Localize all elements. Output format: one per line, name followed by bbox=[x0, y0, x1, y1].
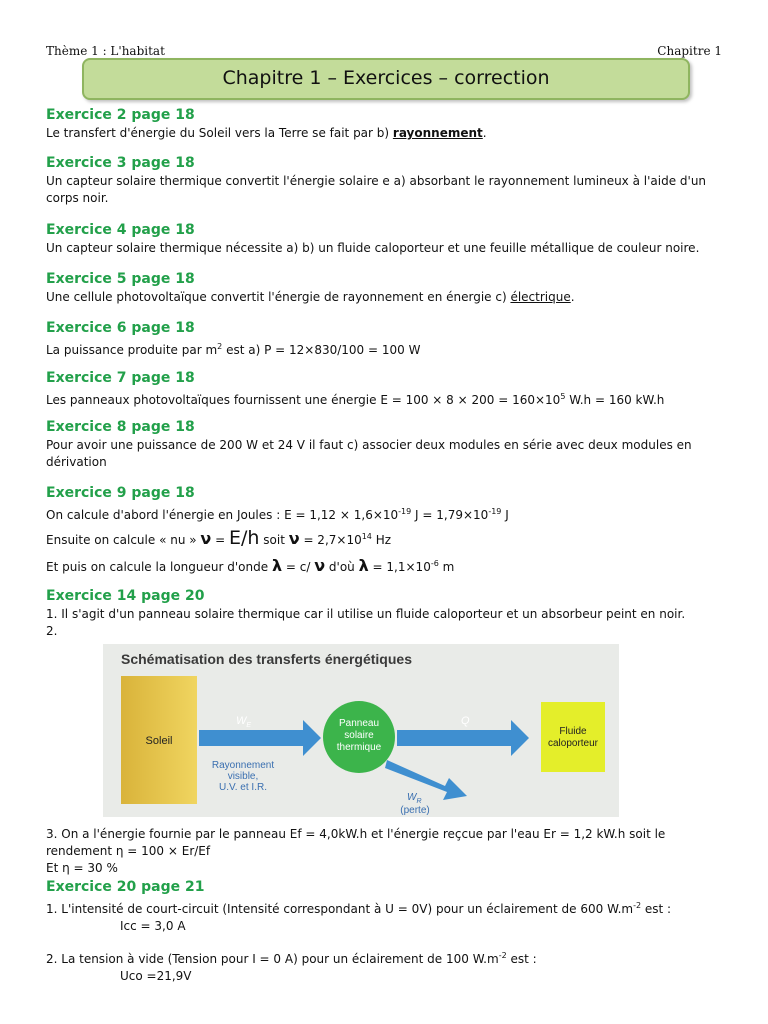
exercise-heading: Exercice 20 page 21 bbox=[46, 879, 205, 895]
svg-text:WR bbox=[407, 792, 422, 805]
exercise-14-continued bbox=[46, 826, 726, 877]
exercise-line: 1. L'intensité de court-circuit (Intensité correspondant à U = 0V) pour un éclairement de 600 $W.m^{-2}$ est : bbox=[46, 901, 672, 916]
answer-highlight: rayonnement bbox=[392, 126, 483, 140]
exercise-3 bbox=[46, 155, 726, 207]
exercise-line: Et η = 30 % bbox=[46, 861, 118, 875]
exercise-2 bbox=[46, 107, 726, 142]
arrow-right-icon bbox=[199, 720, 321, 756]
exercise-text: Pour avoir une puissance de 200 W et 24 V il faut c) associer deux modules en série avec deux modules en dérivation bbox=[46, 438, 692, 469]
diagram-title: Schématisation des transferts énergétiques bbox=[121, 651, 412, 667]
exercise-heading: Exercice 2 page 18 bbox=[46, 107, 195, 123]
exercise-heading: Exercice 9 page 18 bbox=[46, 485, 195, 501]
exercise-heading: Exercice 4 page 18 bbox=[46, 222, 195, 238]
panel-label-3: thermique bbox=[336, 742, 382, 753]
exercise-text: La puissance produite par $m^2$ est a) P = 12×830/100 = 100 W bbox=[46, 342, 421, 357]
exercise-heading: Exercice 3 page 18 bbox=[46, 155, 195, 171]
exercise-line: 3. On a l'énergie fournie par le panneau Ef = 4,0kW.h et l'énergie reçcue par l'eau Er = 1,2 kW.h soit le rendement η = 100 × Er/Ef bbox=[46, 827, 666, 858]
answer-highlight: électrique bbox=[510, 290, 571, 304]
header-theme: Thème 1 : L'habitat bbox=[46, 44, 165, 58]
ray-label-2: visible, bbox=[227, 771, 259, 782]
we-label: W bbox=[236, 715, 247, 727]
svg-text:WE bbox=[236, 715, 251, 729]
exercise-8 bbox=[46, 419, 726, 471]
exercise-14 bbox=[46, 588, 726, 640]
panel-label-2: solaire bbox=[344, 730, 374, 741]
exercise-text: Les panneaux photovoltaïques fournissent une énergie $E = 100 \times 8 \times 200 = 160\times 10^5$ W.h = 160 kW.h bbox=[46, 392, 665, 407]
exercise-text: Le transfert d'énergie du Soleil vers la Terre se fait par b) rayonnement. bbox=[46, 126, 487, 140]
exercise-text: Un capteur solaire thermique convertit l'énergie solaire e a) absorbant le rayonnement lumineux à l'aide d'un corps noir. bbox=[46, 174, 707, 205]
we-sub: E bbox=[246, 722, 252, 729]
exercise-text: Un capteur solaire thermique nécessite a) b) un fluide caloporteur et une feuille métallique de couleur noire. bbox=[46, 241, 700, 255]
exercise-result: Uco =21,9V bbox=[120, 969, 192, 983]
q-label: Q bbox=[461, 715, 470, 727]
page-title: Chapitre 1 – Exercices – correction bbox=[82, 58, 690, 100]
exercise-heading: Exercice 6 page 18 bbox=[46, 320, 195, 336]
ray-label-1: Rayonnement bbox=[211, 760, 275, 771]
exercise-20 bbox=[46, 879, 726, 985]
exercise-line: Ensuite on calcule « nu » ν = E/h soit $\nu = 2,7\times 10^{14}$ Hz bbox=[46, 527, 392, 549]
exercise-4 bbox=[46, 222, 726, 257]
exercise-9 bbox=[46, 485, 726, 576]
exercise-6 bbox=[46, 320, 726, 359]
exercise-line: Et puis on calcule la longueur d'onde λ = c/ ν d'où $\lambda = 1,1\times 10^{-6}$ m bbox=[46, 556, 455, 575]
fluide-label-1: Fluide bbox=[559, 726, 587, 737]
exercise-line: 2. bbox=[46, 624, 58, 638]
exercise-line: On calcule d'abord l'énergie en Joules : $E = 1,12 \times 1,6\times 10^{-19}$ $J = 1,79\times 10^{-19}$ J bbox=[46, 507, 509, 522]
exercise-heading: Exercice 5 page 18 bbox=[46, 271, 195, 287]
exercise-5 bbox=[46, 271, 726, 306]
exercise-line: 2. La tension à vide (Tension pour I = 0 A) pour un éclairement de 100 $W.m^{-2}$ est : bbox=[46, 951, 537, 966]
energy-transfer-diagram bbox=[103, 644, 619, 817]
panel-label-1: Panneau bbox=[338, 718, 380, 729]
fluide-box bbox=[541, 702, 605, 772]
header-chapter: Chapitre 1 bbox=[657, 44, 722, 58]
soleil-label: Soleil bbox=[145, 735, 173, 747]
perte-label: (perte) bbox=[400, 805, 430, 816]
wr-label: W bbox=[407, 792, 417, 803]
exercise-line: 1. Il s'agit d'un panneau solaire thermique car il utilise un fluide caloporteur et un absorbeur peint en noir. bbox=[46, 607, 686, 621]
exercise-result: Icc = 3,0 A bbox=[120, 919, 186, 933]
exercise-7 bbox=[46, 370, 726, 409]
exercise-heading: Exercice 8 page 18 bbox=[46, 419, 195, 435]
ray-label-3: U.V. et I.R. bbox=[219, 782, 267, 793]
exercise-text: Une cellule photovoltaïque convertit l'énergie de rayonnement en énergie c) électrique. bbox=[46, 290, 575, 304]
exercise-heading: Exercice 14 page 20 bbox=[46, 588, 205, 604]
fluide-label-2: caloporteur bbox=[547, 738, 599, 749]
exercise-heading: Exercice 7 page 18 bbox=[46, 370, 195, 386]
arrow-down-right-icon bbox=[385, 760, 467, 800]
wr-sub: R bbox=[416, 798, 422, 805]
